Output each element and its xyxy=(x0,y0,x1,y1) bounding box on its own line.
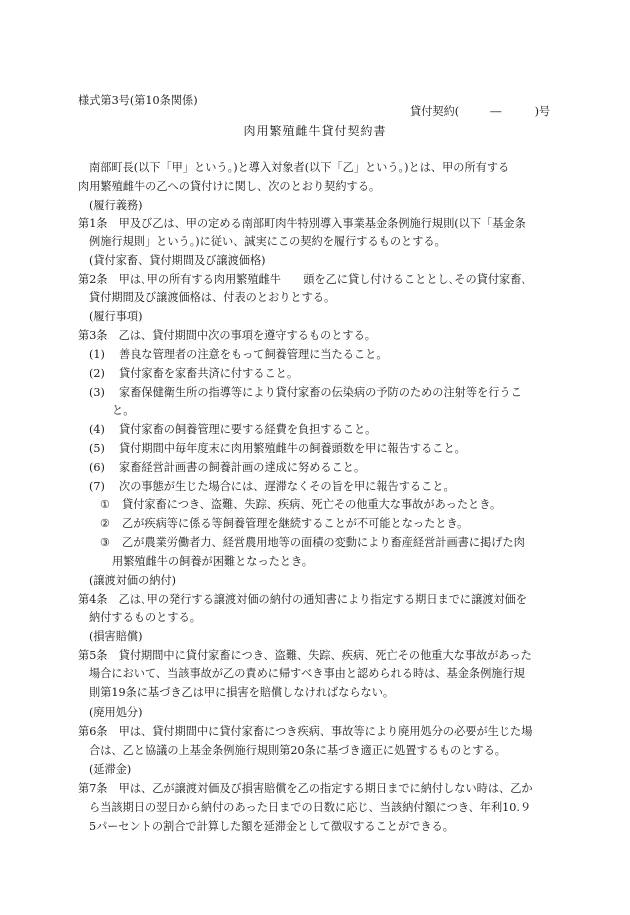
article-line: 第1条 甲及び乙は、甲の定める南部町肉牛特別導入事業基金条例施行規則(以下「基金条 xyxy=(78,217,526,230)
article-line: 合は、乙と協議の上基金条例施行規則第20条に基づき適正に処置するものとする。 xyxy=(89,744,506,757)
article-heading: (貸付家畜、貸付期間及び譲渡価格) xyxy=(89,254,266,267)
form-label: 様式第3号(第10条関係) xyxy=(78,94,198,107)
item-text: 善良な管理者の注意をもって飼養管理に当たること。 xyxy=(119,348,388,361)
subitem-text: 乙が疾病等に係る等飼養管理を継続することが不可能となったとき。 xyxy=(122,517,469,530)
article-heading: (延滞金) xyxy=(89,763,132,776)
contract-number-dash: ― xyxy=(490,105,502,118)
article-heading: (譲渡対価の納付) xyxy=(89,574,177,587)
item-text: と。 xyxy=(112,404,135,417)
article-line: 第4条 乙は､甲の発行する譲渡対価の納付の通知書により指定する期日までに譲渡対価を xyxy=(78,593,528,606)
article-heading: (損害賠償) xyxy=(89,630,143,643)
article-line: 例施行規則」という。)に従い、誠実にこの契約を履行するものとする。 xyxy=(89,235,446,248)
item-number: (5) xyxy=(89,442,105,455)
article-line: 第2条 甲は､甲の所有する肉用繁殖雌牛 頭を乙に貸し付けることとし､その貸付家畜､ xyxy=(78,273,528,286)
item-number: (6) xyxy=(89,461,105,474)
item-text: 家畜保健衛生所の指導等により貸付家畜の伝染病の予防のための注射等を行うこ xyxy=(119,386,522,399)
contract-number-suffix: )号 xyxy=(534,105,551,118)
intro-line: 肉用繁殖雌牛の乙への貸付けに関し、次のとおり契約する。 xyxy=(78,180,381,193)
article-line: 第6条 甲は、貸付期間中に貸付家畜につき疾病、事故等により廃用処分の必要が生じた場 xyxy=(78,725,533,738)
item-text: 次の事態が生じた場合には、遅滞なくその旨を甲に報告すること。 xyxy=(119,480,455,493)
item-text: 貸付家畜の飼養管理に要する経費を負担すること。 xyxy=(119,423,377,436)
article-heading: (履行事項) xyxy=(89,310,143,323)
article-line: 第5条 貸付期間中に貸付家畜につき、盗難、失踪、疾病、死亡その他重大な事故があった xyxy=(78,649,532,662)
subitem-number: ① xyxy=(100,498,111,511)
contract-number xyxy=(410,104,550,119)
intro-line: 南部町長(以下「甲」という。)と導入対象者(以下「乙」という。)とは、甲の所有する xyxy=(89,161,510,174)
article-line: 貸付期間及び譲渡価格は、付表のとおりとする。 xyxy=(89,291,336,304)
item-number: (2) xyxy=(89,367,105,380)
subitem-number: ② xyxy=(100,517,111,530)
subitem-text: 貸付家畜につき、盗難、失踪、疾病、死亡その他重大な事故があったとき。 xyxy=(122,498,502,511)
item-number: (4) xyxy=(89,423,105,436)
item-number: (1) xyxy=(89,348,105,361)
item-text: 家畜経営計画書の飼養計画の達成に努めること。 xyxy=(119,461,366,474)
article-line: ら当該期日の翌日から納付のあった日までの日数に応じ、当該納付額につき、年利10.９ xyxy=(89,801,532,814)
item-text: 貸付期間中毎年度末に肉用繁殖雌牛の飼養頭数を甲に報告すること。 xyxy=(119,442,466,455)
article-line: 5パーセントの割合で計算した額を延滞金として徴収することができる。 xyxy=(89,820,454,833)
contract-number-prefix: 貸付契約( xyxy=(410,105,460,118)
item-number: (7) xyxy=(89,480,105,493)
article-line: 場合において、当該事故が乙の責めに帰すべき事由と認められる時は、基金条例施行規 xyxy=(89,667,525,680)
subitem-text: 用繁殖雌牛の飼養が困難となったとき。 xyxy=(112,555,313,568)
article-line: 第7条 甲は、乙が譲渡対価及び損害賠償を乙の指定する期日までに納付しない時は、乙か xyxy=(78,782,533,795)
subitem-text: 乙が農業労働者力、経営農用地等の面積の変動により畜産経営計画書に掲げた肉 xyxy=(122,536,525,549)
article-line: 納付するものとする。 xyxy=(89,611,201,624)
article-heading: (廃用処分) xyxy=(89,706,143,719)
article-line: 則第19条に基づき乙は甲に損害を賠償しなければならない。 xyxy=(89,686,395,699)
article-line: 第3条 乙は、貸付期間中次の事項を遵守するものとする。 xyxy=(78,329,376,342)
item-number: (3) xyxy=(89,386,105,399)
article-heading: (履行義務) xyxy=(89,199,143,212)
document-title: 肉用繁殖雌牛貸付契約書 xyxy=(243,124,387,138)
item-text: 貸付家畜を家畜共済に付すること。 xyxy=(119,367,299,380)
subitem-number: ③ xyxy=(100,536,111,549)
